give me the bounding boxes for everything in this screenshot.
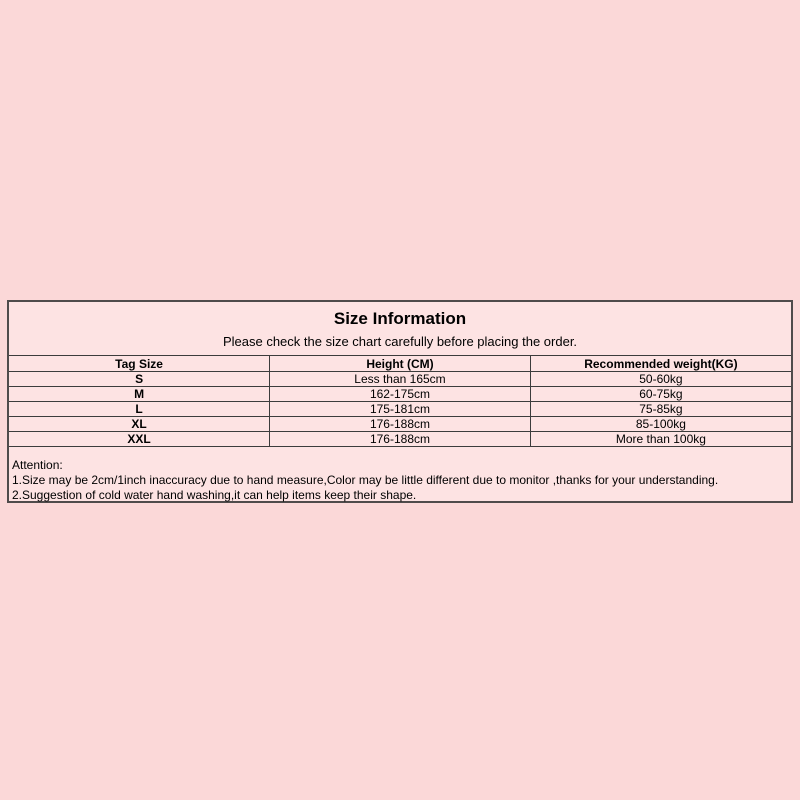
table-cell-tag: S <box>9 372 270 387</box>
table-cell-height: 175-181cm <box>270 402 531 417</box>
table-header-tag-size: Tag Size <box>9 356 270 372</box>
attention-section <box>9 447 791 503</box>
table-cell-weight: 85-100kg <box>530 417 791 432</box>
table-row <box>9 372 791 387</box>
attention-label: Attention: <box>12 458 63 472</box>
table-cell-height: 162-175cm <box>270 387 531 402</box>
table-cell-height: 176-188cm <box>270 432 531 447</box>
size-info-panel <box>7 300 793 503</box>
panel-subtitle: Please check the size chart carefully before placing the order. <box>222 334 578 349</box>
table-cell-weight: 60-75kg <box>530 387 791 402</box>
table-cell-weight: 75-85kg <box>530 402 791 417</box>
table-row <box>9 432 791 447</box>
table-cell-tag: L <box>9 402 270 417</box>
table-cell-tag: XL <box>9 417 270 432</box>
attention-note-2: 2.Suggestion of cold water hand washing,it can help items keep their shape. <box>12 488 417 502</box>
table-cell-tag: M <box>9 387 270 402</box>
table-row <box>9 402 791 417</box>
table-cell-weight: More than 100kg <box>530 432 791 447</box>
table-cell-tag: XXL <box>9 432 270 447</box>
table-header-row <box>9 356 791 372</box>
panel-title: Size Information <box>333 309 467 328</box>
size-chart-table <box>9 355 791 447</box>
attention-note-1: 1.Size may be 2cm/1inch inaccuracy due to hand measure,Color may be little different due to monitor ,thanks for your understanding. <box>12 473 719 487</box>
table-header-height: Height (CM) <box>270 356 531 372</box>
table-row <box>9 417 791 432</box>
table-row <box>9 387 791 402</box>
table-header-weight: Recommended weight(KG) <box>530 356 791 372</box>
table-cell-height: 176-188cm <box>270 417 531 432</box>
table-cell-weight: 50-60kg <box>530 372 791 387</box>
table-cell-height: Less than 165cm <box>270 372 531 387</box>
